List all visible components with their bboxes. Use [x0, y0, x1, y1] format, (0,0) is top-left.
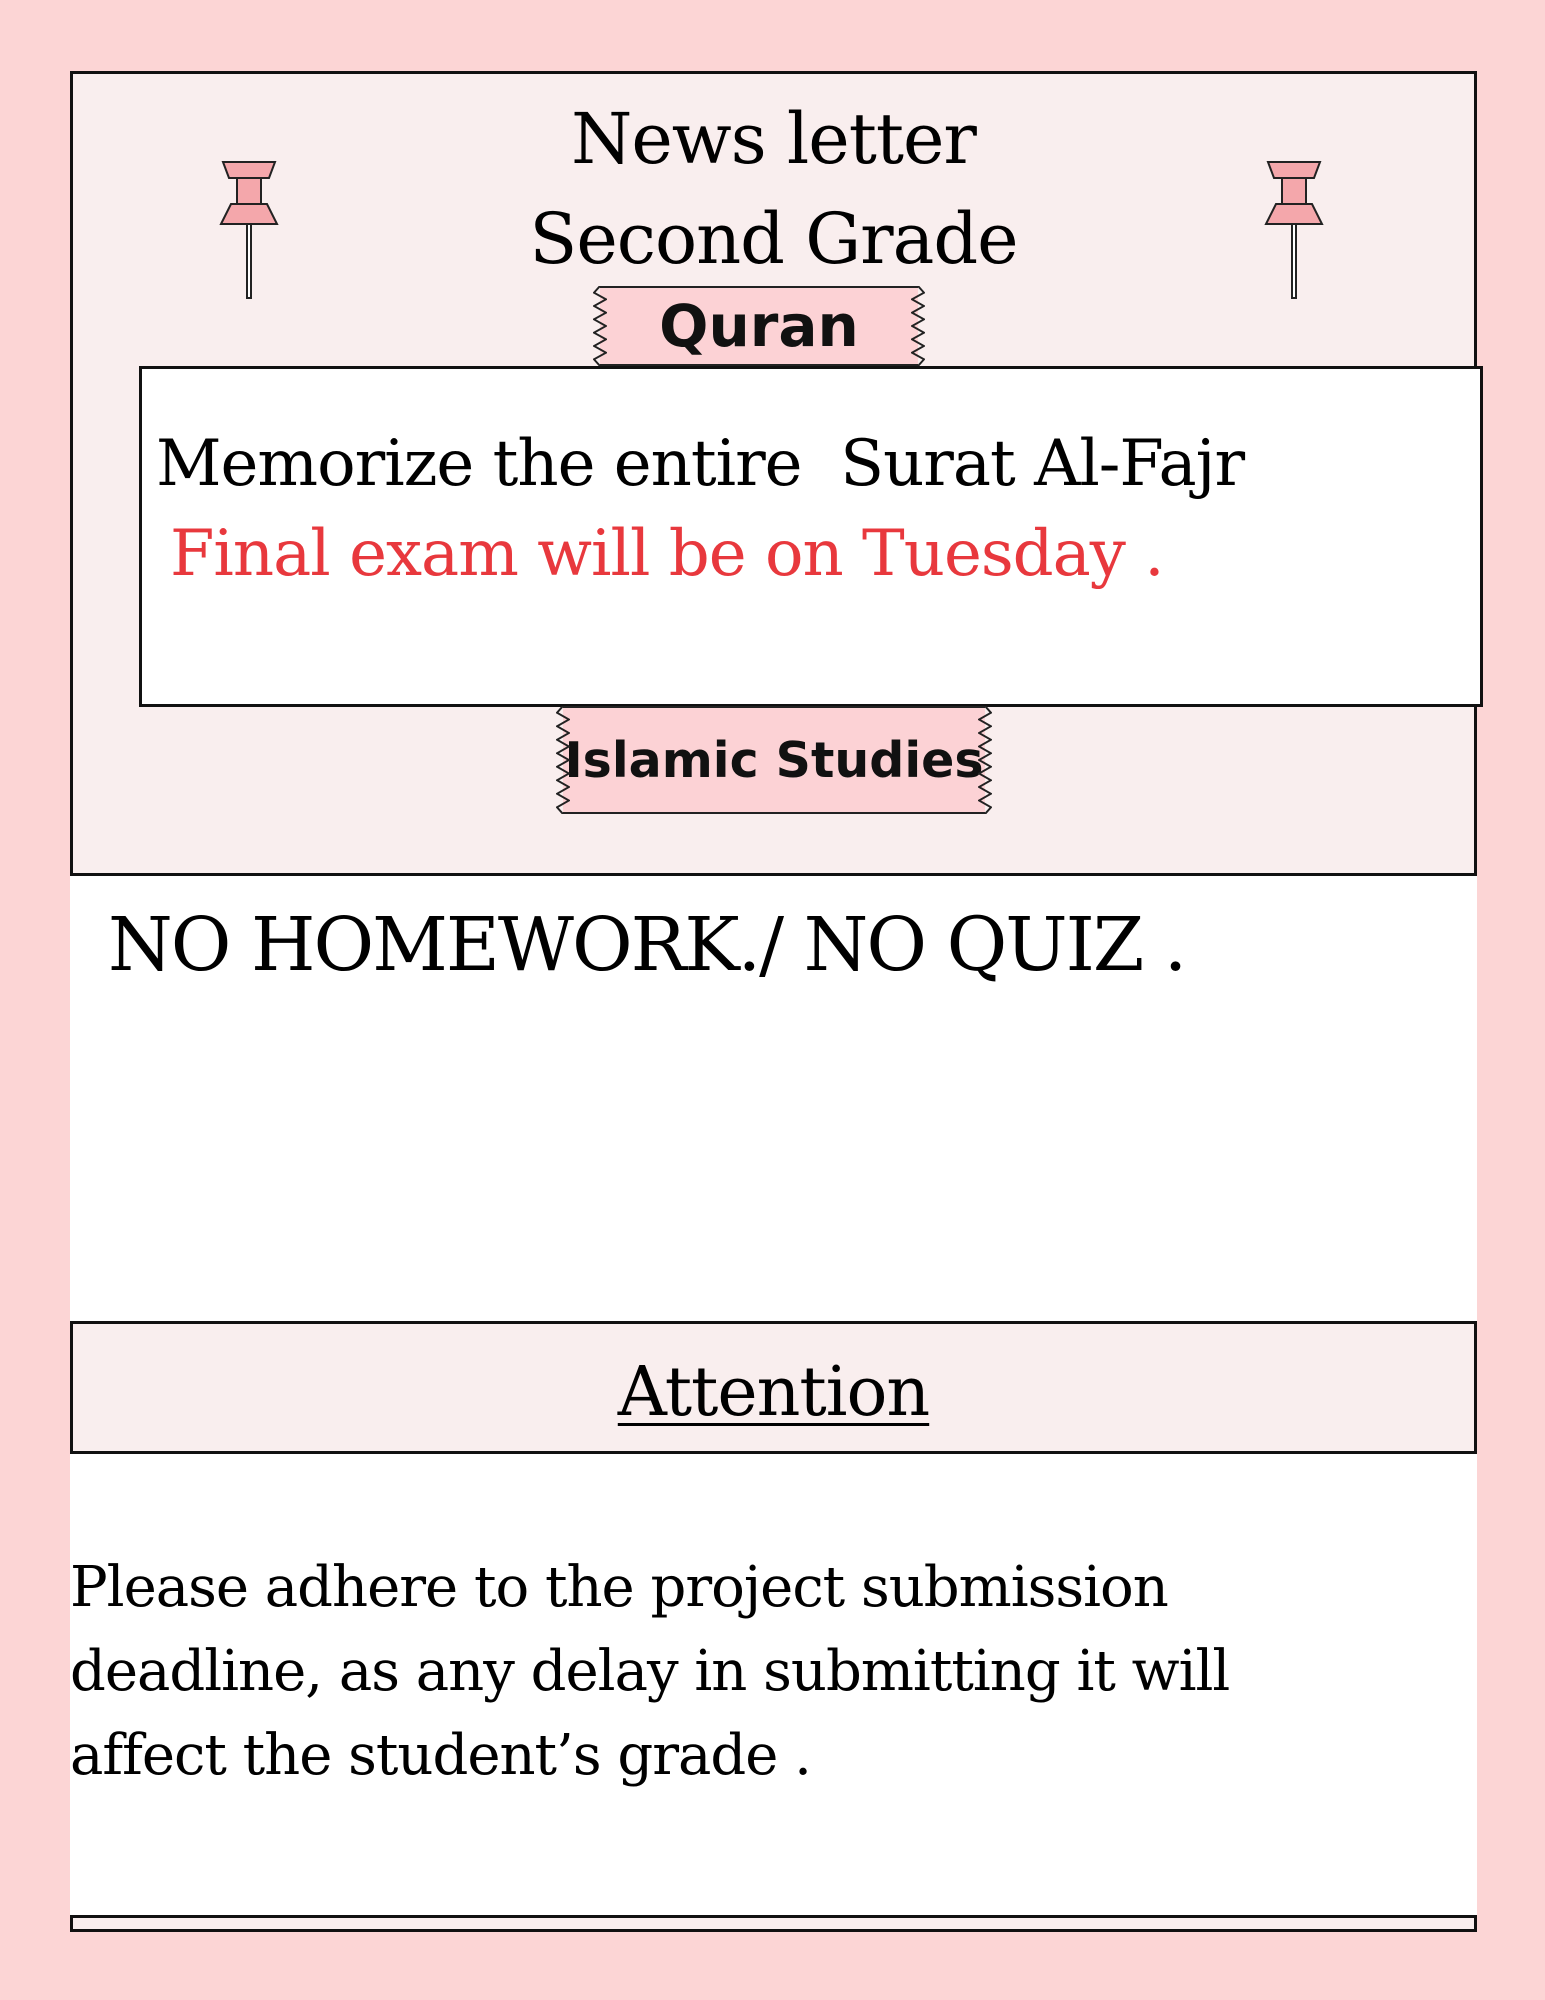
pushpin-icon: [219, 160, 279, 302]
pushpin-icon: [1264, 160, 1324, 302]
newsletter-title: News letter: [571, 98, 976, 180]
no-homework-text: NO HOMEWORK./ NO QUIZ .: [108, 902, 1186, 988]
quran-memorize-text: Memorize the entire Surat Al-Fajr: [156, 427, 1245, 501]
attention-line: affect the student’s grade .: [70, 1723, 811, 1788]
grade-subtitle: Second Grade: [529, 198, 1018, 280]
quran-box: [139, 366, 1483, 707]
islamic-studies-section-label: [563, 706, 985, 814]
attention-box: [70, 1451, 1477, 1918]
attention-line: Please adhere to the project submission: [70, 1555, 1168, 1620]
attention-heading: Attention: [617, 1353, 930, 1432]
attention-line: deadline, as any delay in submitting it will: [70, 1639, 1230, 1704]
quran-section-label: [600, 286, 918, 366]
quran-exam-notice: Final exam will be on Tuesday .: [170, 517, 1164, 591]
newsletter-sheet: [70, 71, 1477, 1932]
attention-message: [70, 1546, 1229, 1798]
attention-band: [73, 1323, 1474, 1451]
islamic-studies-label-text: Islamic Studies: [564, 731, 984, 789]
quran-label-text: Quran: [659, 292, 859, 360]
islamic-studies-box: [70, 873, 1477, 1324]
